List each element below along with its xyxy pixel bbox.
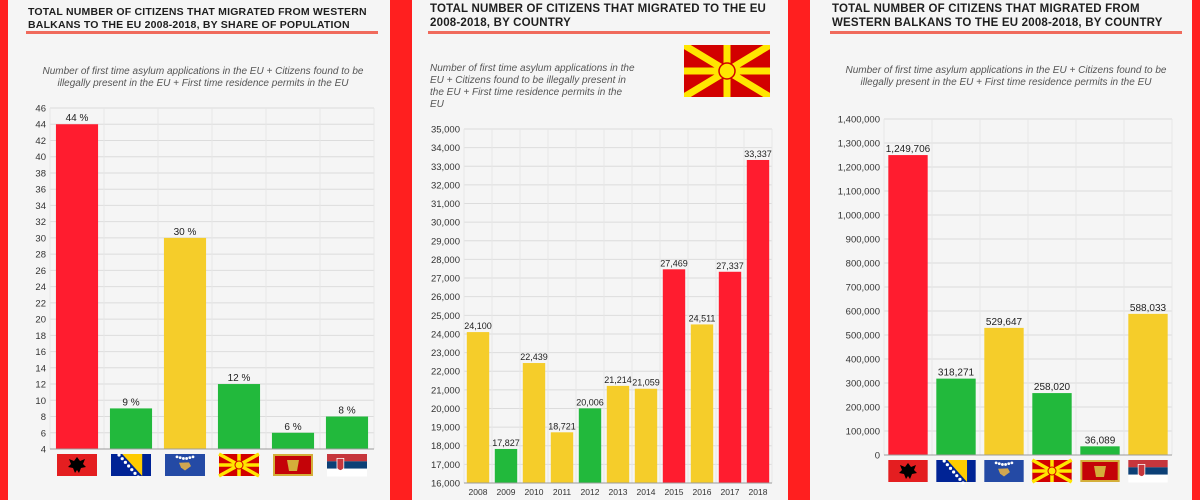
x-tick-label: 2012 xyxy=(580,487,600,497)
y-tick-label: 40 xyxy=(35,152,46,164)
y-tick-label: 14 xyxy=(35,363,46,375)
bar-value-label: 33,337 xyxy=(744,148,772,159)
kosovo-flag-icon xyxy=(165,454,205,476)
x-tick-label: 2013 xyxy=(608,487,628,497)
y-tick-label: 300,000 xyxy=(845,378,880,390)
bar-value-label: 27,337 xyxy=(716,260,744,271)
bar xyxy=(984,328,1023,455)
bar-value-label: 8 % xyxy=(338,405,356,417)
share-of-population-panel xyxy=(8,0,390,500)
bar xyxy=(326,417,368,449)
y-tick-label: 24,000 xyxy=(430,329,460,341)
y-tick-label: 31,000 xyxy=(430,199,460,211)
bar-value-label: 21,214 xyxy=(604,374,632,385)
y-tick-label: 26 xyxy=(35,265,46,277)
bar xyxy=(663,269,685,483)
bar xyxy=(607,386,629,483)
north-macedonia-by-year-panel xyxy=(412,0,788,500)
y-tick-label: 1,200,000 xyxy=(837,162,880,174)
chart-subtitle: Number of first time asylum applications in the EU + Citizens found to be illegally present in the EU + First time residence permits in the EU xyxy=(42,66,364,89)
y-tick-label: 19,000 xyxy=(430,422,460,434)
bar-value-label: 6 % xyxy=(284,421,302,433)
y-tick-label: 28 xyxy=(35,249,46,261)
albania-flag-icon xyxy=(888,460,927,482)
x-tick-label: 2016 xyxy=(692,487,712,497)
bar xyxy=(1032,393,1071,455)
y-tick-label: 800,000 xyxy=(845,258,880,270)
y-tick-label: 1,100,000 xyxy=(837,186,880,198)
y-tick-label: 26,000 xyxy=(430,292,460,304)
albania-flag-icon xyxy=(57,454,97,476)
bosnia-herzegovina-flag-icon xyxy=(111,453,151,478)
x-tick-label: 2014 xyxy=(636,487,656,497)
y-tick-label: 1,400,000 xyxy=(837,114,880,126)
y-tick-label: 42 xyxy=(35,135,46,147)
y-tick-label: 29,000 xyxy=(430,236,460,248)
share-bar-chart xyxy=(8,0,390,500)
bar xyxy=(218,384,260,449)
y-tick-label: 400,000 xyxy=(845,354,880,366)
bar-value-label: 258,020 xyxy=(1033,382,1071,394)
bar-value-label: 21,059 xyxy=(632,377,660,388)
bar xyxy=(635,389,657,483)
y-tick-label: 23,000 xyxy=(430,348,460,360)
x-tick-label: 2018 xyxy=(748,487,768,497)
panel-title: TOTAL NUMBER OF CITIZENS THAT MIGRATED TO THE EU 2008-2018, BY COUNTRY xyxy=(430,3,767,29)
bar-value-label: 27,469 xyxy=(660,258,688,269)
bar xyxy=(272,433,314,449)
bar xyxy=(1080,446,1119,455)
y-tick-label: 28,000 xyxy=(430,254,460,266)
bar-value-label: 36,089 xyxy=(1084,435,1116,447)
bar-value-label: 22,439 xyxy=(520,352,548,363)
bar xyxy=(888,155,927,455)
by-country-panel xyxy=(810,0,1192,500)
y-tick-label: 200,000 xyxy=(845,402,880,414)
y-tick-label: 36 xyxy=(35,184,46,196)
bar xyxy=(495,449,517,483)
y-tick-label: 17,000 xyxy=(430,459,460,471)
bar-value-label: 24,511 xyxy=(688,313,716,324)
bar-value-label: 588,033 xyxy=(1129,302,1167,314)
y-tick-label: 10 xyxy=(35,395,46,407)
y-tick-label: 34,000 xyxy=(430,143,460,155)
bar-value-label: 1,249,706 xyxy=(885,144,931,156)
bar xyxy=(467,332,489,483)
y-tick-label: 4 xyxy=(40,444,46,456)
y-tick-label: 32 xyxy=(35,217,46,229)
kosovo-flag-icon xyxy=(984,460,1023,482)
y-tick-label: 30,000 xyxy=(430,217,460,229)
north-macedonia-flag-icon xyxy=(219,454,259,476)
bar xyxy=(110,408,152,449)
x-tick-label: 2010 xyxy=(524,487,544,497)
x-tick-label: 2011 xyxy=(552,487,572,497)
montenegro-flag-icon xyxy=(1080,460,1119,482)
y-tick-label: 46 xyxy=(35,103,46,115)
background-strip xyxy=(1192,0,1200,500)
chart-subtitle: Number of first time asylum applications in the EU + Citizens found to be illegally present in the EU + First time residence permits in the EU xyxy=(430,63,635,110)
bar xyxy=(523,363,545,483)
y-tick-label: 600,000 xyxy=(845,306,880,318)
bosnia-herzegovina-flag-icon xyxy=(936,459,975,484)
y-tick-label: 33,000 xyxy=(430,161,460,173)
x-tick-label: 2008 xyxy=(468,487,488,497)
y-tick-label: 32,000 xyxy=(430,180,460,192)
y-tick-label: 700,000 xyxy=(845,282,880,294)
y-tick-label: 500,000 xyxy=(845,330,880,342)
bar-value-label: 9 % xyxy=(122,397,140,409)
y-tick-label: 8 xyxy=(40,412,46,424)
y-tick-label: 16 xyxy=(35,347,46,359)
bar xyxy=(164,238,206,449)
bar xyxy=(56,124,98,449)
serbia-flag-icon xyxy=(327,454,367,477)
bar xyxy=(551,432,573,483)
y-tick-label: 34 xyxy=(35,200,46,212)
x-tick-label: 2015 xyxy=(664,487,684,497)
y-tick-label: 1,300,000 xyxy=(837,138,880,150)
y-tick-label: 35,000 xyxy=(430,124,460,136)
bar xyxy=(1128,314,1167,455)
chart-subtitle: Number of first time asylum applications in the EU + Citizens found to be illegally present in the EU + First time residence permits in the EU xyxy=(845,65,1167,88)
y-tick-label: 22,000 xyxy=(430,366,460,378)
bar-value-label: 18,721 xyxy=(548,421,576,432)
y-tick-label: 18 xyxy=(35,330,46,342)
bar-value-label: 529,647 xyxy=(985,316,1023,328)
y-tick-label: 25,000 xyxy=(430,310,460,322)
bar-value-label: 24,100 xyxy=(464,321,492,332)
y-tick-label: 38 xyxy=(35,168,46,180)
y-tick-label: 44 xyxy=(35,119,46,131)
y-tick-label: 12 xyxy=(35,379,46,391)
by-year-bar-chart xyxy=(412,0,788,500)
bar-value-label: 30 % xyxy=(173,226,197,238)
y-tick-label: 900,000 xyxy=(845,234,880,246)
panel-title: TOTAL NUMBER OF CITIZENS THAT MIGRATED FROM WESTERN BALKANS TO THE EU 2008-2018, BY SHARE OF POPULATION xyxy=(28,6,367,31)
background-strip xyxy=(0,0,8,500)
y-tick-label: 24 xyxy=(35,282,46,294)
bar-value-label: 318,271 xyxy=(937,367,975,379)
x-tick-label: 2009 xyxy=(496,487,516,497)
y-tick-label: 27,000 xyxy=(430,273,460,285)
background-strip xyxy=(390,0,412,500)
background-strip xyxy=(788,0,810,500)
panel-title: TOTAL NUMBER OF CITIZENS THAT MIGRATED FROM WESTERN BALKANS TO THE EU 2008-2018, BY COUNTRY xyxy=(832,3,1163,29)
y-tick-label: 0 xyxy=(874,450,880,462)
y-tick-label: 18,000 xyxy=(430,441,460,453)
x-tick-label: 2017 xyxy=(720,487,740,497)
bar-value-label: 12 % xyxy=(227,373,251,385)
serbia-flag-icon xyxy=(1128,460,1167,483)
bar xyxy=(747,160,769,483)
montenegro-flag-icon xyxy=(273,454,313,476)
y-tick-label: 100,000 xyxy=(845,426,880,438)
bar-value-label: 20,006 xyxy=(576,397,604,408)
y-tick-label: 1,000,000 xyxy=(837,210,880,222)
y-tick-label: 21,000 xyxy=(430,385,460,397)
y-tick-label: 16,000 xyxy=(430,478,460,490)
bar-value-label: 44 % xyxy=(65,113,89,125)
y-tick-label: 20 xyxy=(35,314,46,326)
north-macedonia-flag-icon xyxy=(1032,460,1071,482)
bar xyxy=(691,324,713,483)
y-tick-label: 6 xyxy=(40,428,46,440)
by-country-bar-chart xyxy=(810,0,1192,500)
y-tick-label: 30 xyxy=(35,233,46,245)
bar xyxy=(579,408,601,483)
y-tick-label: 20,000 xyxy=(430,403,460,415)
bar xyxy=(719,272,741,483)
bar xyxy=(936,379,975,455)
y-tick-label: 22 xyxy=(35,298,46,310)
bar-value-label: 17,827 xyxy=(492,437,520,448)
